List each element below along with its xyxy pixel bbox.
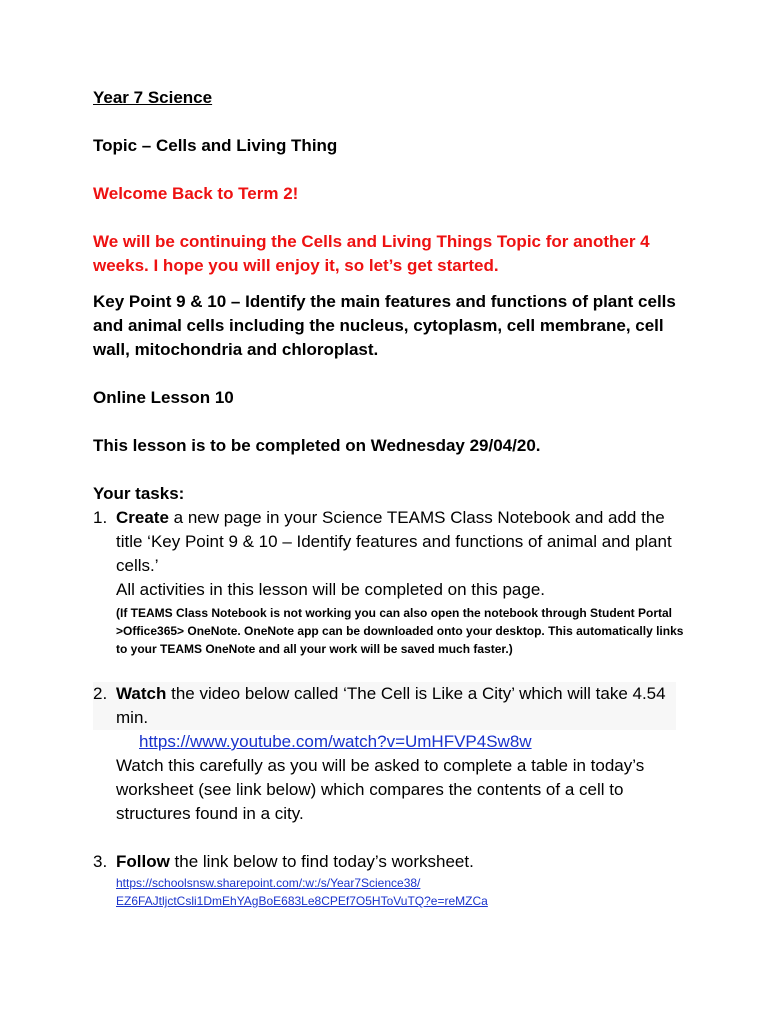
continuing-message: We will be continuing the Cells and Living Things Topic for another 4 weeks. I hope you will enjoy it, so let’s get started. [93, 232, 650, 275]
task-number: 1. [93, 508, 108, 527]
document-heading: Year 7 Science [93, 88, 213, 107]
youtube-video-link[interactable]: https://www.youtube.com/watch?v=UmHFVP4Sw8w [139, 732, 532, 751]
task-extra: All activities in this lesson will be completed on this page. [116, 580, 545, 599]
task-note: (If TEAMS Class Notebook is not working you can also open the notebook through Student Portal >Office365> OneNote. OneNote app can be downloaded onto your desktop. This automatically links to your TEAMS OneNote and all your work will be saved much faster.) [116, 606, 684, 656]
task-extra: Watch this carefully as you will be asked to complete a table in today’s worksheet (see link below) which compares the contents of a cell to structures found in a city. [116, 756, 645, 823]
worksheet-link-line-2: EZ6FAJtljctCsli1DmEhYAgBoE683Le8CPEf7O5HToVuTQ?e=reMZCa [116, 894, 488, 908]
task-item-create [93, 506, 693, 658]
task-verb: Follow [116, 852, 170, 871]
task-number: 3. [93, 852, 108, 871]
completion-date: This lesson is to be completed on Wednesday 29/04/20. [93, 436, 541, 455]
tasks-heading: Your tasks: [93, 484, 185, 503]
welcome-message: Welcome Back to Term 2! [93, 184, 299, 203]
document-page [93, 86, 693, 910]
lesson-title: Online Lesson 10 [93, 388, 234, 407]
task-text: the link below to find today’s worksheet. [169, 852, 474, 871]
task-number: 2. [93, 684, 108, 703]
key-point-text: Key Point 9 & 10 – Identify the main features and functions of plant cells and animal cells including the nucleus, cytoplasm, cell membrane, cell wall, mitochondria and chloroplast. [93, 292, 676, 359]
task-list [93, 506, 693, 910]
task-item-watch [93, 682, 693, 826]
task-verb: Watch [116, 684, 167, 703]
task-text: the video below called ‘The Cell is Like a City’ which will take 4.54 min. [116, 684, 666, 727]
task-verb: Create [116, 508, 169, 527]
topic-line: Topic – Cells and Living Thing [93, 136, 338, 155]
worksheet-link[interactable] [116, 874, 693, 910]
worksheet-link-line-1: https://schoolsnsw.sharepoint.com/:w:/s/Year7Science38/ [116, 876, 421, 890]
task-item-follow [93, 850, 693, 910]
task-watch-highlight [93, 682, 676, 730]
task-text: a new page in your Science TEAMS Class Notebook and add the title ‘Key Point 9 & 10 – Identify features and functions of animal and plant cells.’ [116, 508, 672, 575]
